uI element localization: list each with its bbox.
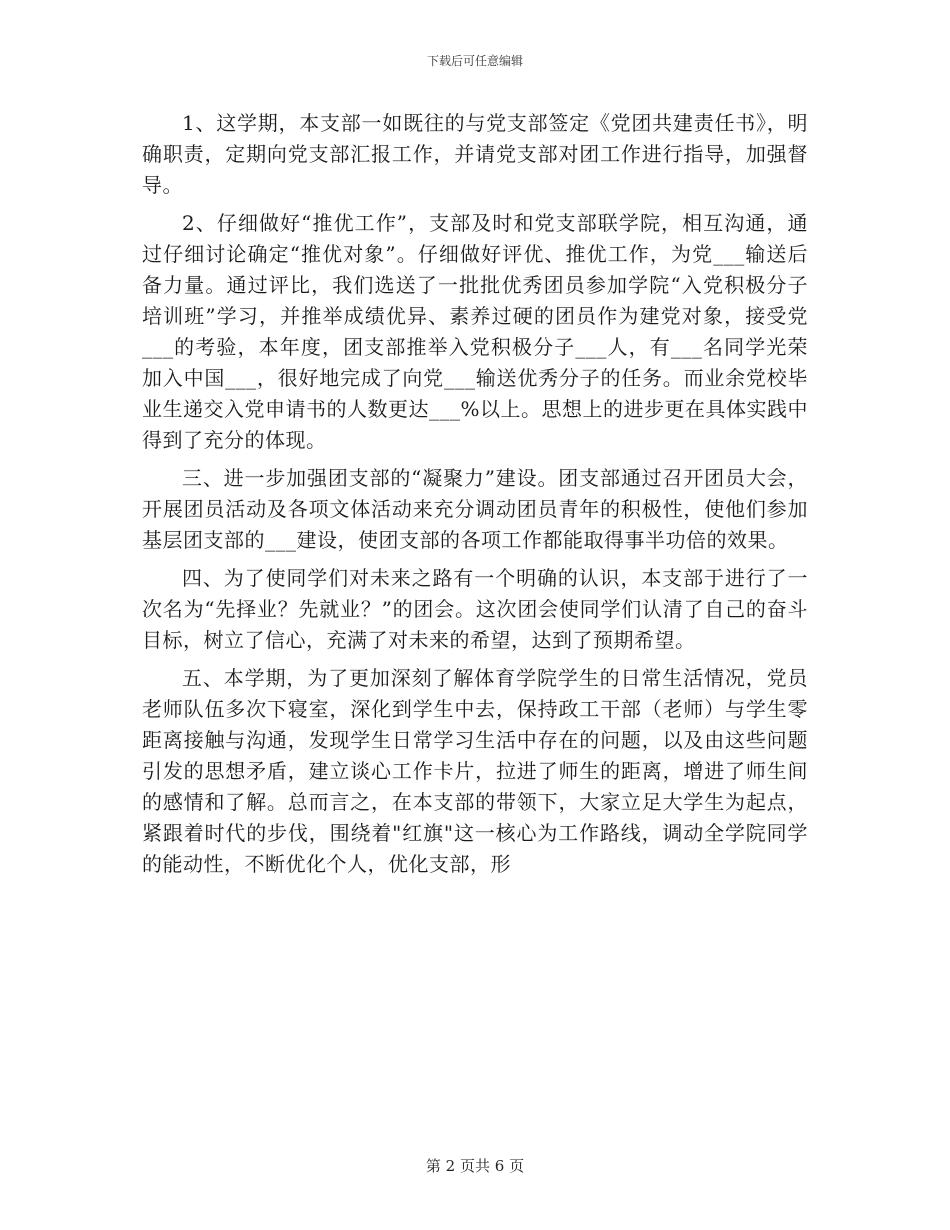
paragraph-2: 2、仔细做好“推优工作”，支部及时和党支部联学院，相互沟通，通过仔细讨论确定“推优对象”。仔细做好评优、推优工作，为党___输送后备力量。通过评比，我们选送了一批批优秀团员参加学院“入党积极分子培训班”学习，并推举成绩优异、素养过硬的团员作为建党对象，接受党___的考验，本年度，团支部推举入党积极分子___人，有___名同学光荣加入中国___，很好地完成了向党___输送优秀分子的任务。而业余党校毕业生递交入党申请书的人数更达___%以上。思想上的进步更在具体实践中得到了充分的体现。 (142, 211, 809, 452)
paragraph-3: 三、进一步加强团支部的“凝聚力”建设。团支部通过召开团员大会，开展团员活动及各项文体活动来充分调动团员青年的积极性，使他们参加基层团支部的___建设，使团支部的各项工作都能取得事半功倍的效果。 (142, 466, 808, 552)
document-body (142, 108, 808, 887)
paragraph-4: 四、为了使同学们对未来之路有一个明确的认识，本支部于进行了一次名为“先择业？先就业？”的团会。这次团会使同学们认清了自己的奋斗目标，树立了信心，充满了对未来的希望，达到了预期希望。 (142, 566, 808, 652)
paragraph-5: 五、本学期，为了更加深刻了解体育学院学生的日常生活情况，党员老师队伍多次下寝室，深化到学生中去，保持政工干部（老师）与学生零距离接触与沟通，发现学生日常学习生活中存在的问题，以及由这些问题引发的思想矛盾，建立谈心工作卡片，拉进了师生的距离，增进了师生间的感情和了解。总而言之，在本支部的带领下，大家立足大学生为起点，紧跟着时代的步伐，围绕着"红旗"这一核心为工作路线，调动全学院同学的能动性，不断优化个人，优化支部，形 (142, 666, 808, 876)
paragraph-1: 1、这学期，本支部一如既往的与党支部签定《党团共建责任书》，明确职责，定期向党支部汇报工作，并请党支部对团工作进行指导，加强督导。 (142, 111, 808, 197)
page-header: 下载后可任意编辑 (426, 54, 523, 68)
page-footer: 第 2 页共 6 页 (425, 1157, 525, 1175)
